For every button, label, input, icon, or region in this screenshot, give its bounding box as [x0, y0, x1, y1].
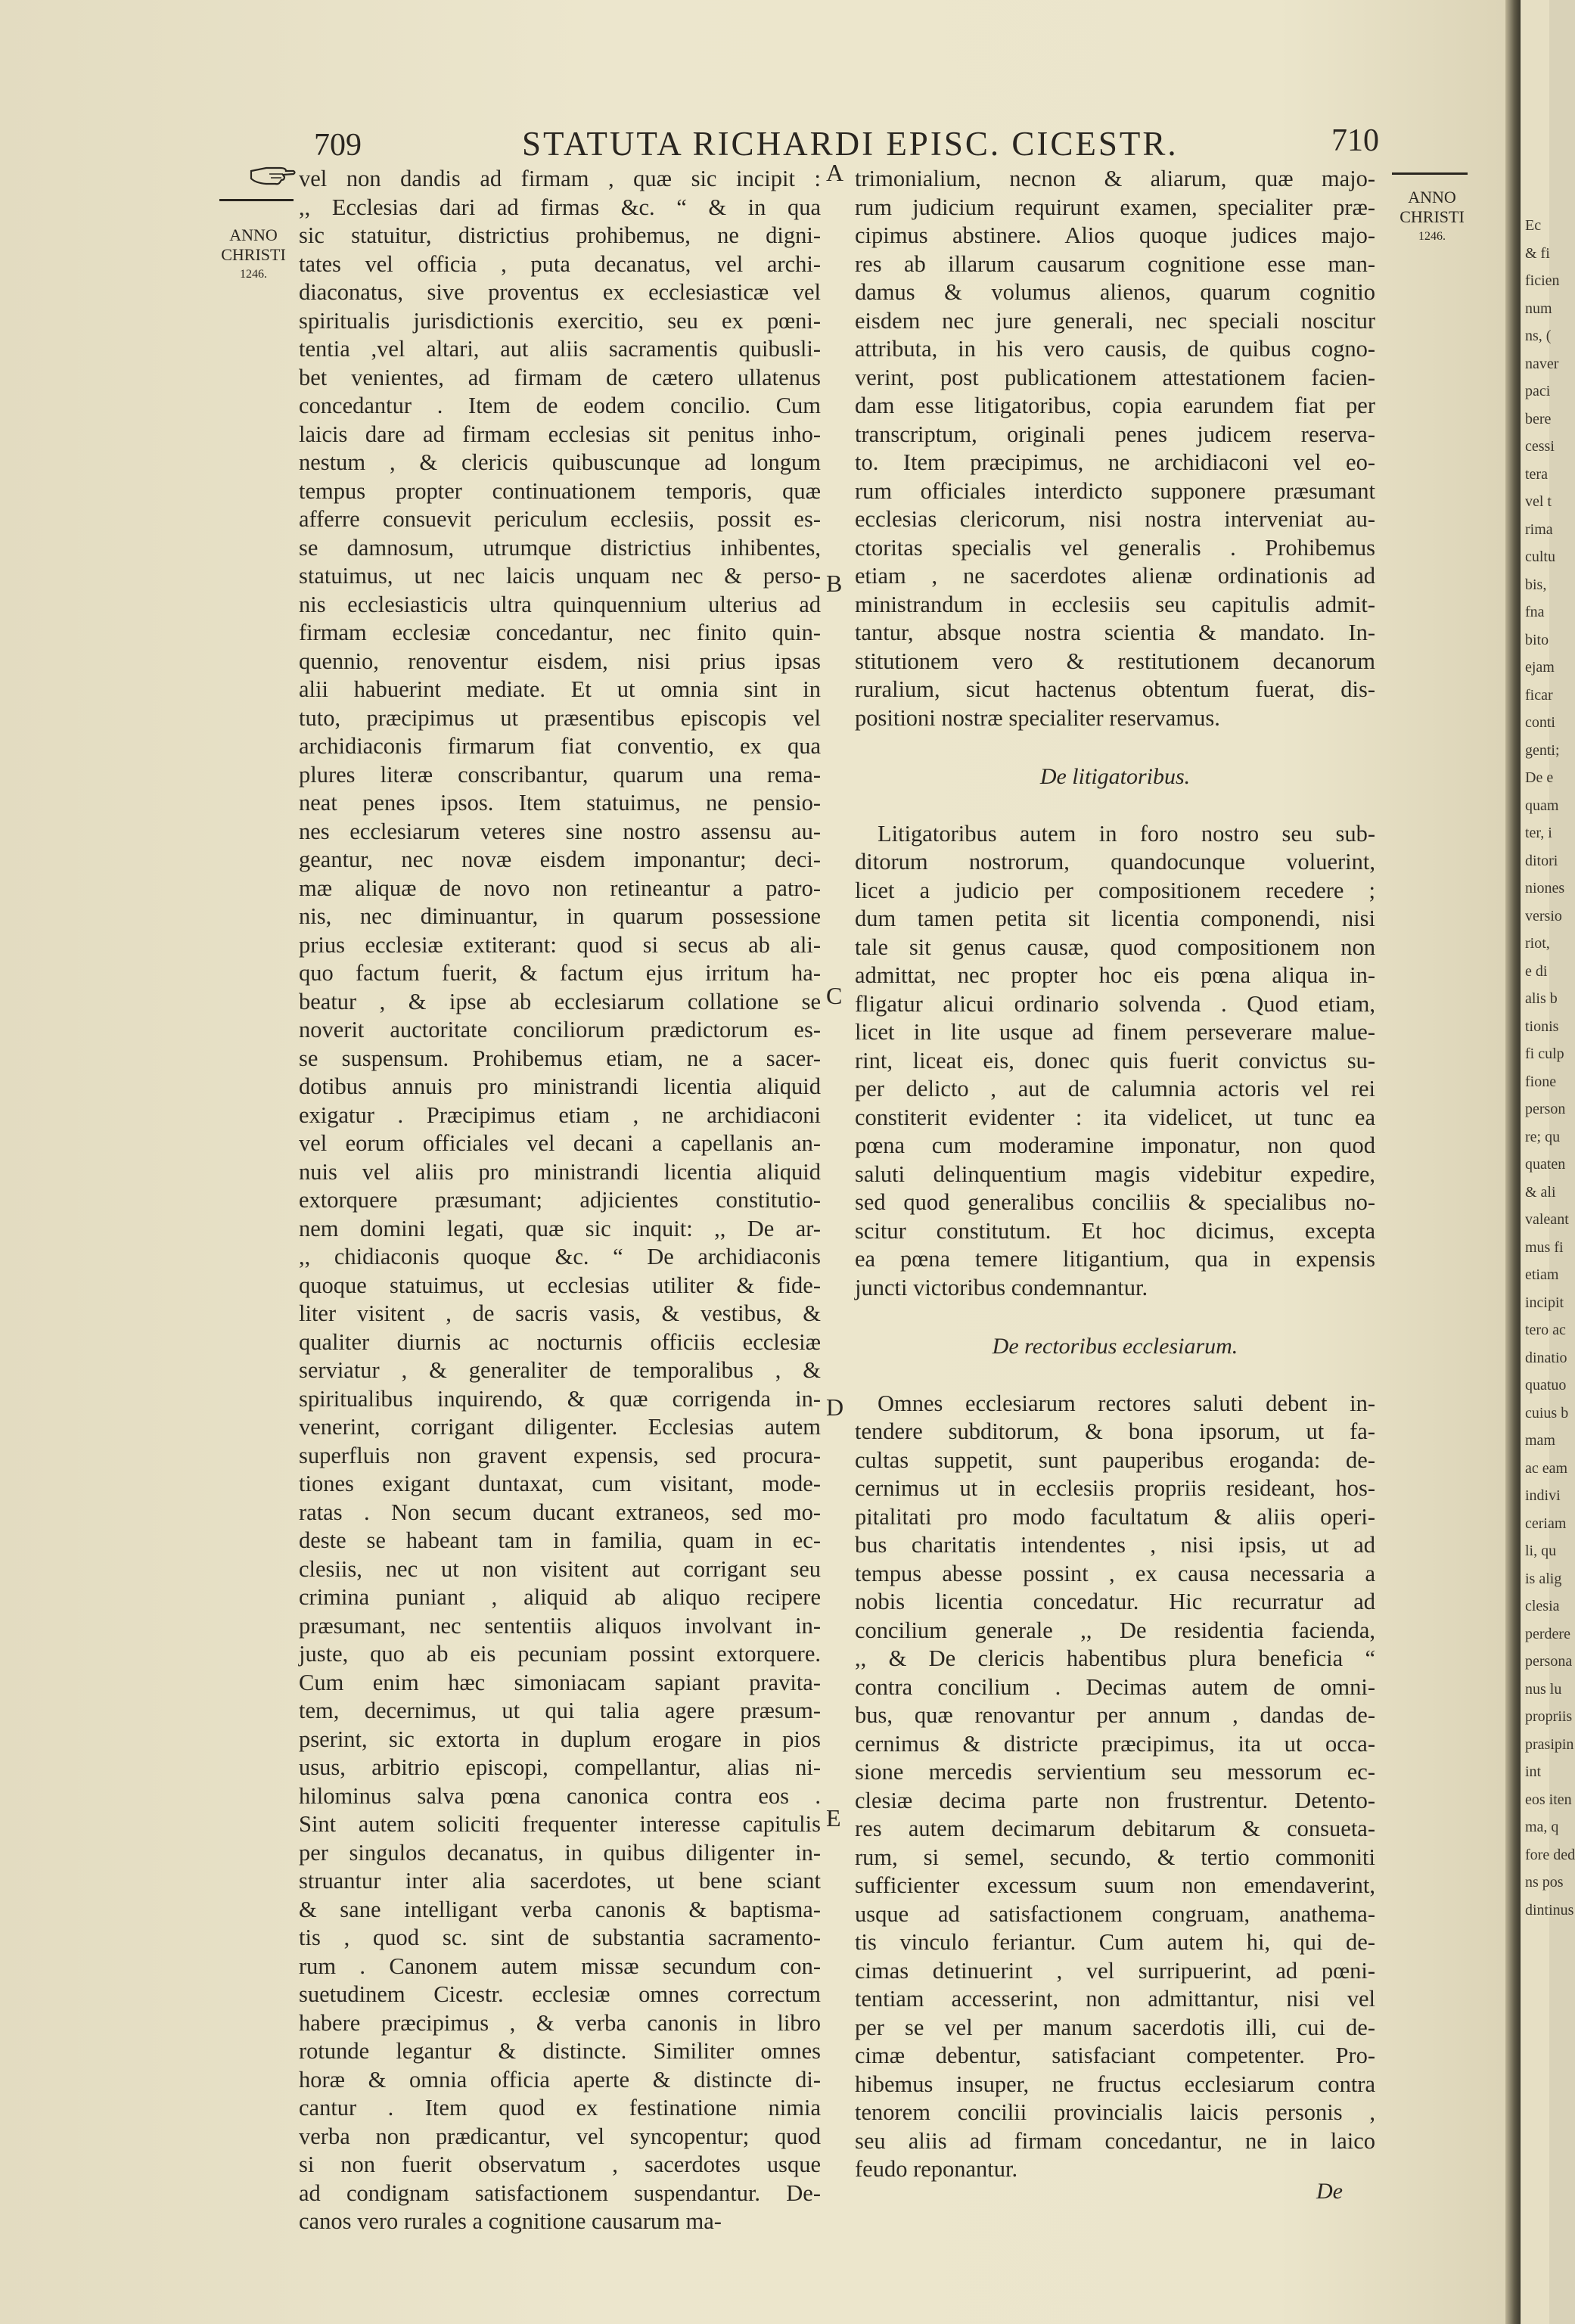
text-line: contra concilium . Decimas autem de omni- [855, 1673, 1375, 1700]
text-line: scitur constitutum. Et hoc dicimus, excepta [855, 1217, 1375, 1244]
text-line: positioni nostræ specialiter reservamus. [855, 704, 1220, 731]
text-line: rum . Canonem autem missæ secundum con- [299, 1953, 821, 1979]
text-line: rum officiales interdicto supponere præsumant [855, 477, 1375, 504]
text-line: ea pœna temere litigantium, qua in expensis [855, 1246, 1375, 1272]
text-line: usque ad satisfactionem congruam, anathema- [855, 1900, 1375, 1927]
margin-year-left: 1246. [240, 268, 267, 281]
text-line: ad condignam satisfactionem suspendantur. De- [299, 2180, 821, 2206]
text-line: usus, arbitrio episcopi, compellantur, alias ni- [299, 1754, 821, 1780]
text-line: neat penes ipsos. Item statuimus, ne pensio- [299, 790, 821, 816]
text-line: Omnes ecclesiarum rectores saluti debent in- [878, 1390, 1375, 1416]
text-line: seu aliis ad firmam concedantur, ne in laico [855, 2127, 1375, 2154]
margin-christi-left: CHRISTI [221, 245, 286, 264]
text-line: diaconatus, sive proventus ex ecclesiasticæ vel [299, 279, 821, 305]
text-line: hilominus salva pœna canonica contra eos . [299, 1782, 821, 1809]
text-line: concedantur . Item de eodem concilio. Cum [299, 393, 821, 418]
text-line: tates vel officia , puta decanatus, vel archi- [299, 250, 821, 277]
text-line: tantur, absque nostra scientia & mandato. In- [855, 620, 1375, 645]
text-line: venerint, corrigant diligenter. Ecclesias autem [299, 1414, 821, 1440]
text-line: habere præcipimus , & verba canonis in libro [299, 2009, 821, 2036]
text-line: crimina puniant , aliquid ab aliquo recipere [299, 1584, 821, 1610]
text-line: nuis vel aliis pro ministrandi licentia aliquid [299, 1158, 821, 1185]
text-line: spiritualibus inquirendo, & quæ corrigenda in- [299, 1385, 821, 1412]
text-line: licet a judicio per compositionem recedere ; [855, 877, 1375, 903]
text-line: pœna cum moderamine imponatur, non quod [855, 1132, 1375, 1158]
text-line: cernimus & districte præcipimus, ita ut occa- [855, 1730, 1375, 1757]
text-line: rum, si semel, secundo, & tertio commoniti [855, 1844, 1375, 1870]
text-line: sione mercedis servientium seu messorum ec- [855, 1759, 1375, 1785]
text-line: verint, post publicationem attestationem facien- [855, 364, 1375, 390]
text-line: vel eorum officiales vel decani a capellanis an- [299, 1130, 821, 1156]
section-heading-litigatoribus: De litigatoribus. [1039, 764, 1191, 789]
text-line: juncti victoribus condemnantur. [855, 1274, 1148, 1300]
text-line: exigatur . Præcipimus etiam , ne archidiaconi [299, 1101, 821, 1128]
text-line: extorquere præsumant; adjicientes constitutio- [299, 1187, 821, 1213]
text-line: verba non prædicantur, vel syncopentur; quod [299, 2123, 821, 2149]
text-line: tis vinculo feriantur. Cum autem hi, qui de- [855, 1929, 1375, 1955]
text-line: per singulos decanatus, in quibus diligenter in- [299, 1839, 821, 1866]
text-line: struantur inter alia sacerdotes, ut bene sciant [299, 1868, 821, 1894]
text-line: tempus abesse possint , ex causa necessaria a [855, 1560, 1375, 1586]
text-line: res ab illarum causarum cognitione esse man- [855, 250, 1375, 277]
text-line: serviatur , & generaliter de temporalibus , & [299, 1357, 821, 1383]
text-line: juste, quo ab eis pecuniam possint extorquere. [299, 1641, 821, 1667]
text-line: bus charitatis intendentes , nisi ipsis, ut ad [855, 1532, 1375, 1558]
text-line: tendere subditorum, & bona ipsorum, ut fa- [855, 1418, 1375, 1444]
text-line: nes ecclesiarum veteres sine nostro assensu au- [299, 818, 821, 844]
text-line: trimonialium, necnon & aliarum, quæ majo- [855, 166, 1375, 191]
text-line: clesiæ decima parte non frustrentur. Detento- [855, 1787, 1375, 1813]
text-line: geantur, nec novæ eisdem imponantur; deci- [299, 847, 821, 872]
section-letter-b: B [826, 570, 843, 597]
text-line: qualiter diurnis ac nocturnis officiis ecclesiæ [299, 1328, 821, 1355]
text-line: afferre consuevit periculum ecclesiis, possit es- [299, 506, 821, 532]
text-line: quennio, renoventur eisdem, nisi prius ipsas [299, 648, 821, 674]
text-line: etiam , ne sacerdotes alienæ ordinationis ad [855, 563, 1375, 589]
text-line: licet in lite usque ad finem perseverare malue- [855, 1019, 1375, 1045]
text-line: Litigatoribus autem in foro nostro seu sub- [878, 820, 1375, 847]
margin-year-right: 1246. [1418, 230, 1446, 243]
running-title: STATUTA RICHARDI EPISC. CICESTR. [522, 125, 1179, 163]
text-line: archidiaconis firmarum fiat conventio, ex qua [299, 733, 821, 759]
text-line: concilium generale ,, De residentia facienda, [855, 1617, 1375, 1643]
text-line: quo factum fuerit, & factum ejus irritum ha- [299, 960, 821, 986]
text-line: cipimus abstinere. Alios quoque judices majo- [855, 222, 1375, 248]
text-line: rint, liceat eis, donec quis fuerit convictus su- [855, 1047, 1375, 1073]
text-line: prius ecclesiæ extiterant: quod si secus ab ali- [299, 931, 821, 958]
text-line: dum tamen petita sit licentia componendi, nisi [855, 906, 1375, 931]
text-line: si non fuerit observatum , sacerdotes usque [299, 2152, 821, 2177]
text-line: sic statuitur, districtius prohibemus, ne digni- [299, 222, 821, 248]
text-line: nobis licentia concedatur. Hic recurratur ad [855, 1589, 1375, 1614]
text-line: superfluis non gravent expensis, sed procura- [299, 1442, 821, 1468]
section-heading-rectoribus: De rectoribus ecclesiarum. [992, 1334, 1238, 1359]
margin-anno-left: ANNO [229, 225, 278, 244]
text-line: vel non dandis ad firmam , quæ sic incipit : [299, 166, 821, 191]
text-line: plures literæ conscribantur, quarum una rema- [299, 761, 821, 788]
section-letter-a: A [826, 159, 844, 186]
margin-anno-right: ANNO [1408, 188, 1456, 207]
text-line: tis , quod sc. sint de substantia sacramento- [299, 1925, 821, 1950]
text-line: præsumant, nec sententiis aliquos involvant in- [299, 1612, 821, 1639]
page-number-left: 709 [314, 128, 362, 163]
text-line: nem domini legati, quæ sic inquit: ,, De ar- [299, 1215, 821, 1241]
facing-page-fragment: Ec & fi ficien num ns, ( naver paci bere cessi tera vel t rima cultu bis, fna bito ejam ficar conti genti; De e quam ter, i ditori niones versio riot, e di alis b tionis fi culp fione person re; qu quaten & ali valeant mus fi etiam incipit tero ac dinatio quatuo cuius b mam ac eam indivi ceriam li, qu is alig clesia perdere persona nus lu propriis prasipin int eos iten ma, q fore ded ns pos dintinus [1525, 217, 1575, 1919]
text-line: feudo reponantur. [855, 2156, 1018, 2182]
text-line: hibemus insuper, ne fructus ecclesiarum contra [855, 2071, 1375, 2097]
text-line: tiones exigant duntaxat, cum visitant, mode- [299, 1471, 821, 1496]
text-line: se damnosum, utrumque districtius inhibentes, [299, 534, 821, 561]
text-line: tem, decernimus, ut qui talia agere præsum- [299, 1698, 821, 1723]
text-line: tuto, præcipimus ut præsentibus episcopis vel [299, 704, 821, 731]
margin-rule-right [1392, 172, 1468, 175]
text-line: spiritualis jurisdictionis exercitio, seu ex pœni- [299, 307, 821, 334]
text-line: to. Item præcipimus, ne archidiaconi vel eo- [855, 449, 1375, 475]
running-header [0, 113, 1505, 166]
text-line: laicis dare ad firmam ecclesias sit penitus inho- [299, 421, 821, 447]
text-line: noverit auctoritate conciliorum prædictorum es- [299, 1017, 821, 1042]
text-line: ,, chidiaconis quoque &c. “ De archidiaconis [299, 1244, 821, 1269]
text-line: statuimus, ut nec laicis unquam nec & perso- [299, 563, 821, 589]
text-line: ministrandum in ecclesiis seu capitulis admit- [855, 591, 1375, 617]
text-line: constiterit evidenter : ita videlicet, ut tunc ea [855, 1104, 1375, 1130]
text-line: ruralium, sicut hactenus obtentum fuerat, dis- [855, 676, 1375, 702]
text-line: pserint, sic extorta in duplum erogare in pios [299, 1726, 821, 1752]
text-line: stitutionem vero & restitutionem decanorum [855, 648, 1375, 674]
text-line: nestum , & clericis quibuscunque ad longum [299, 449, 821, 475]
facing-page-edge [1521, 0, 1575, 2324]
text-line: eisdem nec jure generali, nec speciali noscitur [855, 307, 1375, 334]
text-line: dotibus annuis pro ministrandi licentia aliquid [299, 1073, 821, 1099]
text-line: beatur , & ipse ab ecclesiarum collatione se [299, 988, 821, 1014]
text-line: se suspensum. Prohibemus etiam, ne a sacer- [299, 1045, 821, 1071]
text-line: rotunde legantur & distincte. Similiter omnes [299, 2038, 821, 2064]
section-letter-c: C [826, 982, 843, 1009]
text-line: cantur . Item quod ex festinatione nimia [299, 2095, 821, 2120]
margin-christi-right: CHRISTI [1399, 207, 1465, 226]
text-line: sufficienter excessum suum non emendaverint, [855, 1872, 1375, 1898]
text-line: cultas suppetit, sunt pauperibus eroganda: de- [855, 1446, 1375, 1473]
text-line: horæ & omnia officia aperte & distincte di- [299, 2066, 821, 2093]
text-line: suetudinem Cicestr. ecclesiæ omnes correctum [299, 1981, 821, 2007]
text-line: pitalitati pro modo facultatum & aliis operi- [855, 1503, 1375, 1530]
section-letter-e: E [826, 1804, 841, 1832]
catchword: De [1316, 2179, 1343, 2204]
text-line: sed quod generalibus conciliis & specialibus no- [855, 1189, 1375, 1215]
text-line: clesiis, nec ut non visitent aut corrigant seu [299, 1555, 821, 1582]
text-line: tale sit genus causæ, quod compositionem non [855, 934, 1375, 960]
book-gutter [1505, 0, 1521, 2324]
text-line: ecclesias clericorum, nisi nostra interveniat au- [855, 506, 1375, 532]
text-line: cernimus ut in ecclesiis propriis resideant, hos- [855, 1475, 1375, 1501]
text-line: Cum enim hæc simoniacam sapiant pravita- [299, 1669, 821, 1695]
text-line: per se vel per manum sacerdotis illi, cui de- [855, 2014, 1375, 2040]
text-line: ,, & De clericis habentibus plura beneficia “ [855, 1645, 1375, 1671]
text-line: bus, quæ renovantur per annum , dandas de- [855, 1702, 1375, 1728]
margin-note-right [1390, 188, 1474, 247]
text-line: ditorum nostrorum, quandocunque voluerint, [855, 849, 1375, 875]
text-line: nis, nec diminuantur, in quarum possessione [299, 903, 821, 929]
margin-rule-left [219, 199, 294, 201]
text-line: tentiam accesserint, non admittantur, nisi vel [855, 1986, 1375, 2012]
text-line: saluti delinquentium magis videbitur expedire, [855, 1160, 1375, 1187]
text-line: fligatur alicui ordinario solvenda . Quod etiam, [855, 990, 1375, 1017]
right-column [855, 165, 1375, 2184]
text-line: tempus propter continuationem temporis, quæ [299, 477, 821, 504]
text-line: cimas detinuerint , vel surripuerint, ad pœni- [855, 1957, 1375, 1984]
text-line: mæ aliquæ de novo non retineantur a patro- [299, 875, 821, 901]
text-line: firmam ecclesiæ concedantur, nec finito quin- [299, 620, 821, 645]
text-line: ,, Ecclesias dari ad firmas &c. “ & in qua [299, 194, 821, 220]
left-column [299, 165, 821, 2236]
text-line: damus & volumus alienos, quarum cognitio [855, 279, 1375, 305]
section-letter-d: D [826, 1393, 844, 1421]
text-line: deste se habeant tam in familia, quam in ec- [299, 1527, 821, 1553]
text-line: dam esse litigatoribus, copia earundem fiat per [855, 393, 1375, 418]
text-line: nis ecclesiasticis ultra quinquennium ulterius ad [299, 591, 821, 617]
text-line: tenorem concilii provincialis laicis personis , [855, 2099, 1375, 2125]
text-line: attributa, in his vero causis, de quibus cogno- [855, 336, 1375, 362]
text-line: liter visitent , de sacris vasis, & vestibus, & [299, 1300, 821, 1326]
text-line: alii habuerint mediate. Et ut omnia sint in [299, 676, 821, 702]
margin-note-left [212, 225, 295, 284]
text-line: ratas . Non secum ducant extraneos, sed mo- [299, 1499, 821, 1525]
text-line: bet venientes, ad firmam de cætero ullatenus [299, 364, 821, 390]
text-line: canos vero rurales a cognitione causarum ma- [299, 2208, 722, 2234]
text-line: & sane intelligant verba canonis & baptisma- [299, 1896, 821, 1922]
text-line: quoque statuimus, ut ecclesias utiliter & fide- [299, 1272, 821, 1298]
text-line: transcriptum, originali penes judicem reserva- [855, 421, 1375, 447]
text-line: cimæ debentur, satisfaciant competenter. Pro- [855, 2043, 1375, 2068]
pointing-hand-icon [250, 160, 297, 188]
text-line: rum judicium requirunt examen, specialiter præ- [855, 194, 1375, 220]
text-line: admittat, nec propter hoc eis pœna aliqua in- [855, 962, 1375, 988]
text-line: res autem decimarum debitarum & consueta- [855, 1816, 1375, 1841]
text-line: Sint autem soliciti frequenter interesse capitulis [299, 1811, 821, 1837]
text-line: ctoritas specialis vel generalis . Prohibemus [855, 534, 1375, 561]
text-line: tentia ,vel altari, aut aliis sacramentis quibusli- [299, 336, 821, 362]
text-line: per delicto , aut de calumnia actoris vel rei [855, 1076, 1375, 1101]
page-number-right: 710 [1331, 123, 1379, 158]
